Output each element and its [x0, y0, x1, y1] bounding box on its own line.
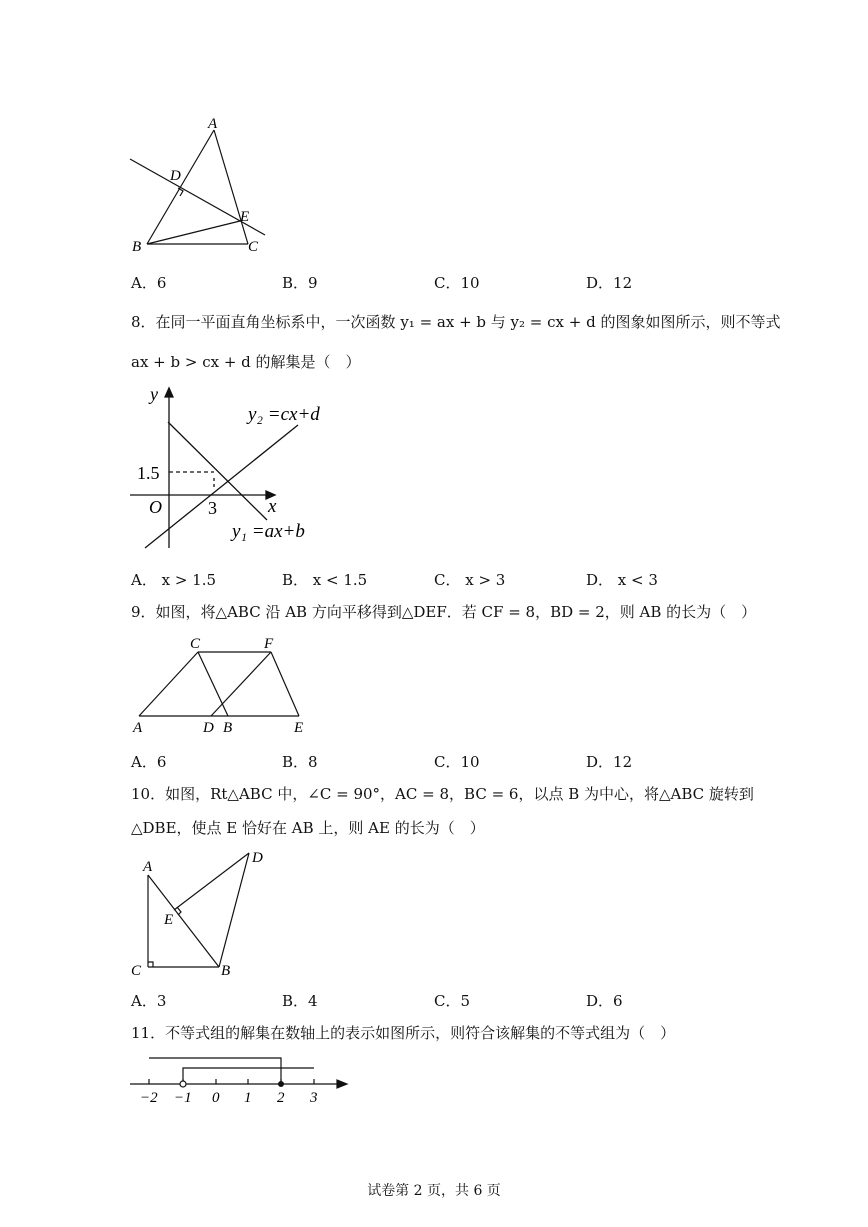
- q7-option-c: C．10: [434, 274, 480, 292]
- q11-ray-left: [149, 1058, 281, 1084]
- q9-option-b: B．8: [282, 753, 318, 771]
- q11-label-3: 3: [310, 1090, 318, 1106]
- q10-side-ab: [148, 875, 219, 967]
- q8-line-y1: [168, 422, 267, 520]
- q9-side-cb: [198, 652, 228, 716]
- q11-label-0: 0: [212, 1090, 220, 1106]
- q10-right-angle-c: [148, 962, 153, 967]
- q10-label-d: D: [252, 850, 263, 866]
- q8-x-label: x: [268, 496, 277, 517]
- q9-label-e: E: [294, 720, 304, 736]
- q10-figure: [125, 845, 285, 980]
- q7-label-a: A: [208, 116, 218, 132]
- q7-side-ac: [214, 130, 248, 244]
- q10-label-c: C: [131, 963, 142, 979]
- q11-solid-dot: [278, 1081, 284, 1087]
- q7-segment-be: [147, 221, 240, 244]
- q8-y-label: y: [150, 384, 158, 404]
- q9-label-f: F: [264, 636, 274, 652]
- q7-figure: [120, 110, 280, 260]
- q9-label-c: C: [190, 636, 201, 652]
- q10-side-de: [174, 853, 249, 910]
- q11-open-dot: [180, 1081, 186, 1087]
- q10-label-a: A: [143, 859, 153, 875]
- q7-option-d: D．12: [586, 274, 633, 292]
- q7-label-c: C: [248, 239, 259, 255]
- q8-stem-line2: ax + b > cx + d 的解集是（ ）: [131, 353, 361, 371]
- q11-label-1: 1: [244, 1090, 252, 1106]
- q7-label-d: D: [170, 168, 181, 184]
- q11-stem-line1: 11．不等式组的解集在数轴上的表示如图所示，则符合该解集的不等式组为（ ）: [131, 1024, 676, 1042]
- q8-stem-line1: 8．在同一平面直角坐标系中，一次函数 y₁ = ax + b 与 y₂ = cx + d 的图象如图所示，则不等式: [131, 313, 781, 331]
- q10-option-c: C．5: [434, 992, 471, 1010]
- q10-stem-line1: 10．如图，Rt△ABC 中，∠C = 90°，AC = 8，BC = 6，以点 B 为中心，将△ABC 旋转到: [131, 785, 754, 803]
- q10-option-d: D．6: [586, 992, 623, 1010]
- q10-side-bd: [219, 853, 249, 967]
- q8-option-d: D． x < 3: [586, 571, 658, 589]
- q8-option-a: A． x > 1.5: [131, 571, 217, 589]
- q10-option-b: B．4: [282, 992, 318, 1010]
- q9-stem-line1: 9．如图，将△ABC 沿 AB 方向平移得到△DEF．若 CF = 8，BD = 2，则 AB 的长为（ ）: [131, 603, 757, 621]
- q11-label-neg2: −2: [140, 1090, 158, 1106]
- q9-side-df: [211, 652, 271, 716]
- q11-axis-arrow: [337, 1080, 347, 1088]
- q8-tick-1-5: 1.5: [137, 463, 160, 483]
- q10-stem-line2: △DBE，使点 E 恰好在 AB 上，则 AE 的长为（ ）: [131, 819, 485, 837]
- q8-option-b: B． x < 1.5: [282, 571, 368, 589]
- q7-label-b: B: [132, 239, 142, 255]
- page-footer: 试卷第 2 页，共 6 页: [367, 1183, 501, 1199]
- q9-label-b: B: [223, 720, 233, 736]
- q9-label-a: A: [133, 720, 143, 736]
- q8-tick-3: 3: [208, 498, 217, 518]
- q9-label-d: D: [203, 720, 214, 736]
- q8-label-y2: y₂ =cx+d: [248, 404, 320, 425]
- q9-option-c: C．10: [434, 753, 480, 771]
- q11-label-neg1: −1: [174, 1090, 192, 1106]
- q11-number-line: [125, 1052, 355, 1107]
- q8-graph: [120, 380, 360, 555]
- q9-option-a: A．6: [131, 753, 167, 771]
- q8-label-y1: y₁ =ax+b: [232, 521, 305, 542]
- q10-option-a: A．3: [131, 992, 167, 1010]
- q10-label-e: E: [164, 912, 174, 928]
- q9-figure: [125, 632, 325, 740]
- q7-label-e: E: [240, 209, 250, 225]
- q8-y-arrow: [165, 388, 173, 397]
- q8-option-c: C． x > 3: [434, 571, 506, 589]
- q9-side-ac: [139, 652, 198, 716]
- q11-label-2: 2: [277, 1090, 285, 1106]
- q10-label-b: B: [221, 963, 231, 979]
- q7-option-b: B．9: [282, 274, 318, 292]
- q8-origin-label: O: [149, 497, 162, 517]
- q9-side-fe: [271, 652, 299, 716]
- q7-option-a: A．6: [131, 274, 167, 292]
- q9-option-d: D．12: [586, 753, 633, 771]
